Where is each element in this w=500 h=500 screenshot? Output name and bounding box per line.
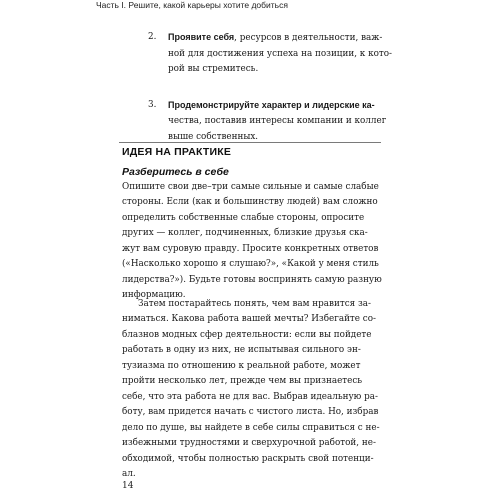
numbered-list xyxy=(148,30,393,165)
paragraph-line: определить собственные слабые стороны, опросите xyxy=(122,212,365,223)
paragraph-line: Затем постарайтесь понять, чем вам нравится за- xyxy=(138,299,371,309)
running-header: Часть I. Решите, какой карьеры хотите добиться xyxy=(96,0,288,10)
list-item-body xyxy=(168,30,393,78)
paragraph-line: боту, вам придется начать с чистого листа. Но, избрав xyxy=(122,407,379,418)
list-item xyxy=(148,98,387,146)
list-item xyxy=(148,30,393,78)
list-item-line: рой вы стремитесь. xyxy=(168,64,259,74)
list-item-lead: Проявите себя xyxy=(168,32,235,42)
paragraph-line: информацию. xyxy=(122,290,186,301)
list-item-first-line xyxy=(168,98,384,115)
paragraph-line: ал. xyxy=(122,468,136,479)
paragraph-line: дело по душе, вы найдете в себе силы справиться с не- xyxy=(122,422,380,433)
list-item-number: 3. xyxy=(148,99,157,110)
list-item-first-line xyxy=(168,30,384,47)
list-item-body xyxy=(168,98,387,146)
list-item-line: чества, поставив интересы компании и коллег xyxy=(168,116,387,126)
list-item-lead: Продемонстрируйте характер и лидерские ка- xyxy=(168,99,375,110)
paragraph-line: избежными трудностями и сверхурочной работой, не- xyxy=(122,438,376,449)
subheading: Разберитесь в себе xyxy=(122,166,229,178)
paragraph-line: жут вам суровую правду. Просите конкретных ответов xyxy=(122,243,379,254)
paragraph xyxy=(122,297,384,482)
paragraph xyxy=(122,180,384,304)
paragraph-line: стороны. Если (как и большинству людей) вам сложно xyxy=(122,197,378,208)
section-title: ИДЕЯ НА ПРАКТИКЕ xyxy=(122,146,232,158)
paragraph-line: других — коллег, подчиненных, близкие друзья ска- xyxy=(122,228,368,239)
page-number: 14 xyxy=(122,481,134,491)
list-item-first-rest: , ресурсов в деятельности, важ- xyxy=(234,33,383,43)
paragraph-line: тузиазма по отношению к реальной работе, может xyxy=(122,360,361,371)
paragraph-line: себе, что эта работа не для вас. Выбрав идеальную ра- xyxy=(122,391,378,402)
paragraph-line: ниматься. Какова работа вашей мечты? Избегайте со- xyxy=(122,314,376,325)
list-item-number: 2. xyxy=(148,32,157,42)
paragraph-line: работать в одну из них, не испытывая сильного эн- xyxy=(122,345,361,356)
paragraph-line: блазнов модных сфер деятельности: если вы пойдете xyxy=(122,329,372,340)
paragraph-line: обходимой, чтобы полностью раскрыть свой потенци- xyxy=(122,453,374,464)
paragraph-line: лидерства?»). Будьте готовы воспринять самую разную xyxy=(122,274,382,285)
paragraph-line: Опишите свои две–три самые сильные и самые слабые xyxy=(122,182,379,192)
paragraph-line: пройти несколько лет, прежде чем вы признаетесь xyxy=(122,376,363,387)
list-item-line: выше собственных. xyxy=(168,131,259,142)
paragraph-line: («Насколько хорошо я слушаю?», «Какой у меня стиль xyxy=(122,259,379,270)
section-divider xyxy=(119,142,381,143)
list-item-line: ной для достижения успеха на позиции, к кото- xyxy=(168,48,393,59)
